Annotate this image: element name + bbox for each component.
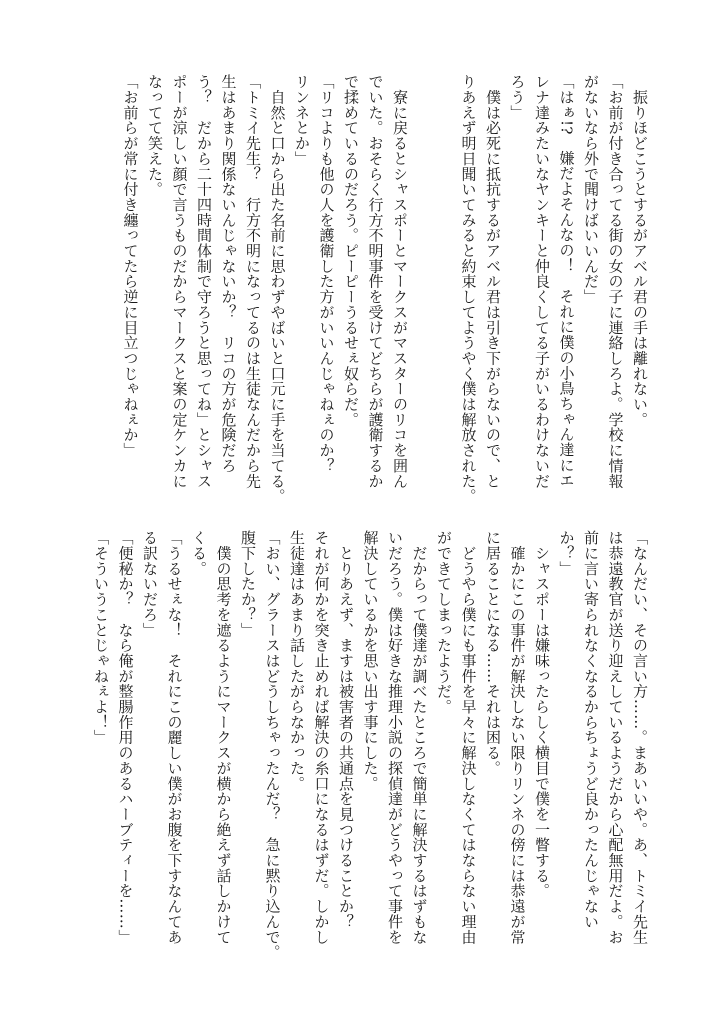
text-column: 生はあまり関係ないんじゃないか？ リコの方が危険だろ	[219, 74, 238, 474]
text-column: 振りほどこうとするがアベル君の手は離れない。	[631, 74, 649, 428]
text-column: いだろう。僕は好きな推理小説の探偵達がどうやって事件を	[386, 530, 404, 945]
text-column: 「お前が付き合ってる街の女の子に連絡しろよ。学校に情報	[606, 74, 625, 489]
text-column: 解決しているかを思い出す事にした。	[361, 530, 380, 791]
text-column: 「うるせぇな！ それにこの麗しい僕がお腹を下すなんてあ	[165, 530, 184, 945]
text-column: 「便秘か？ なら俺が整腸作用のあるハーブティーを……」	[116, 530, 135, 945]
text-column: リンネとか」	[293, 74, 311, 167]
text-column: 「トミイ先生？ 行方不明になってるのは生徒なんだから先	[244, 74, 262, 489]
text-column: 僕は必死に抵抗するがアベル君は引き下がらないので、と	[484, 74, 502, 489]
text-column: 生徒達はあまり話したがらなかった。	[288, 530, 306, 791]
text-column: とりあえず、ますは被害者の共通点を見つけることか？	[337, 530, 355, 930]
text-column: 前に言い寄られなくなるからちょうど良かったんじゃない	[582, 530, 600, 930]
text-column: くる。	[190, 530, 208, 577]
text-column: ポーが涼しい顔で言うものだからマークスと案の定ケンカに	[170, 74, 189, 489]
text-column: る訳ないだろ」	[141, 530, 159, 638]
text-column: シャスポーは嫌味ったらしく横目で僕を一瞥する。	[533, 530, 551, 899]
text-column: う？ だから二十四時間体制で守ろうと思ってね」とシャス	[195, 74, 213, 489]
text-column: 腹下したか？」	[239, 530, 257, 638]
text-column: は恭遠教官が送り迎えしているようだから心配無用だよ。お	[606, 530, 625, 945]
text-column: レナ達みたいなヤンキーと仲良くしてる子がいるわけないだ	[533, 74, 551, 489]
text-column: 「なんだい、その言い方……。まあいいや。あ、トミイ先生	[631, 530, 649, 945]
bottom-text-block	[89, 530, 653, 970]
text-column: だからって僕達が調べたところで簡単に解決するはずもな	[410, 530, 429, 945]
text-column: なってて笑えた。	[146, 74, 164, 197]
text-column: 「おい、グラースはどうしちゃったんだ？ 急に黙り込んで。	[263, 530, 282, 960]
text-column: か？」	[557, 530, 576, 577]
top-text-block-a	[456, 74, 652, 504]
text-column: 「そういうことじゃねぇよ！」	[92, 530, 110, 745]
text-column: 自然と口から出た名前に思わずやばいと口元に手を当てる。	[268, 74, 287, 504]
text-column: それが何かを突き止めれば解決の糸口になるはずだ。しかし	[312, 530, 331, 945]
text-column: に居ることになる……それは困る。	[484, 530, 502, 776]
text-column: 「お前らが常に付き纏ってたら逆に目立つじゃねぇか」	[121, 74, 140, 458]
text-column: 確かにこの事件が解決しない限りリンネの傍には恭遠が常	[508, 530, 527, 945]
text-column: ろう」	[508, 74, 527, 121]
top-text-block-b	[118, 74, 412, 504]
text-column: 「はぁ!? 嫌だよそんなの！ それに僕の小鳥ちゃん達にエ	[557, 74, 576, 488]
text-column: ができてしまったようだ。	[435, 530, 453, 715]
text-column: 「リコよりも他の人を護衛した方がいいんじゃねぇのか？	[317, 74, 336, 474]
text-column: でいた。おそらく行方不明事件を受けてどちらが護衛するか	[366, 74, 385, 489]
text-column: りあえず明日聞いてみると約束してようやく僕は解放された。	[459, 74, 478, 504]
text-column: 寮に戻るとシャスポーとマークスがマスターのリコを囲ん	[391, 74, 409, 489]
text-column: で揉めているのだろう。ピーピーうるせぇ奴らだ。	[342, 74, 360, 428]
text-column: 僕の思考を遮るようにマークスが横から絶えず話しかけて	[214, 530, 233, 945]
text-column: どうやら僕にも事件を早々に解決しなくてはならない理由	[459, 530, 478, 945]
text-column: がないなら外で聞けばいいんだ」	[582, 74, 600, 305]
